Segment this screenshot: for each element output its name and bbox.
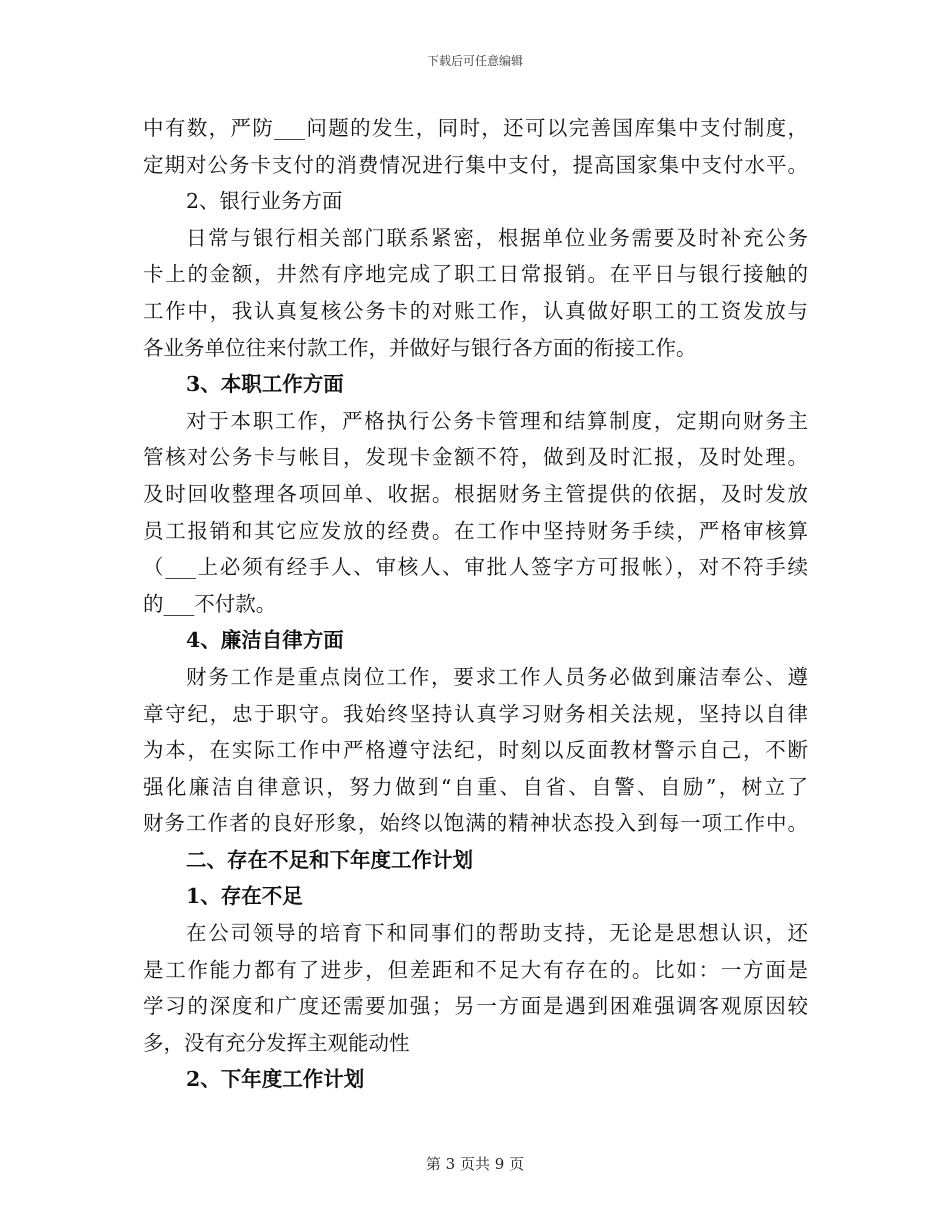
- text-line: 财务工作是重点岗位工作，要求工作人员务必做到廉洁奉公、遵: [186, 664, 808, 689]
- text-line: 及时回收整理各项回单、收据。根据财务主管提供的依据，及时发放: [143, 481, 808, 506]
- text-line: 员工报销和其它应发放的经费。在工作中坚持财务手续，严格审核算: [143, 518, 808, 543]
- section-heading: 二、存在不足和下年度工作计划: [186, 847, 473, 872]
- text-line: 多，没有充分发挥主观能动性: [143, 1030, 410, 1055]
- text-line: 各业务单位往来付款工作，并做好与银行各方面的衔接工作。: [143, 335, 697, 360]
- text-line: 卡上的金额，井然有序地完成了职工日常报销。在平日与银行接触的: [143, 262, 808, 287]
- page-header: 下载后可任意编辑: [426, 54, 523, 68]
- section-heading: 1、存在不足: [186, 884, 303, 909]
- text-line: 是工作能力都有了进步，但差距和不足大有存在的。比如：一方面是: [143, 957, 808, 982]
- text-line: 在公司领导的培育下和同事们的帮助支持，无论是思想认识，还: [186, 921, 808, 946]
- section-heading: 4、廉洁自律方面: [186, 628, 344, 653]
- section-heading: 2、下年度工作计划: [186, 1067, 365, 1092]
- text-line: 中有数，严防___问题的发生，同时，还可以完善国库集中支付制度，: [143, 116, 808, 140]
- text-line: 对于本职工作，严格执行公务卡管理和结算制度，定期向财务主: [186, 408, 808, 433]
- document-body: [143, 110, 808, 1098]
- text-line: 的___不付款。: [143, 591, 277, 616]
- section-heading: 3、本职工作方面: [186, 372, 344, 397]
- text-line: 定期对公务卡支付的消费情况进行集中支付，提高国家集中支付水平。: [143, 152, 808, 177]
- text-line: 强化廉洁自律意识，努力做到“自重、自省、自警、自励”，树立了: [143, 774, 808, 799]
- text-line: （___上必须有经手人、审核人、审批人签字方可报帐），对不符手续: [143, 555, 808, 580]
- text-line: 学习的深度和广度还需要加强；另一方面是遇到困难强调客观原因较: [143, 994, 808, 1019]
- text-line: 日常与银行相关部门联系紧密，根据单位业务需要及时补充公务: [186, 225, 808, 250]
- text-line: 章守纪，忠于职守。我始终坚持认真学习财务相关法规，坚持以自律: [143, 701, 808, 726]
- text-line: 工作中，我认真复核公务卡的对账工作，认真做好职工的工资发放与: [143, 298, 808, 323]
- text-line: 财务工作者的良好形象，始终以饱满的精神状态投入到每一项工作中。: [143, 811, 808, 836]
- text-line: 为本，在实际工作中严格遵守法纪，时刻以反面教材警示自己，不断: [143, 738, 808, 763]
- text-line: 2、银行业务方面: [186, 189, 343, 214]
- text-line: 管核对公务卡与帐目，发现卡金额不符，做到及时汇报，及时处理。: [143, 445, 808, 470]
- page-number: 第 3 页共 9 页: [425, 1155, 525, 1173]
